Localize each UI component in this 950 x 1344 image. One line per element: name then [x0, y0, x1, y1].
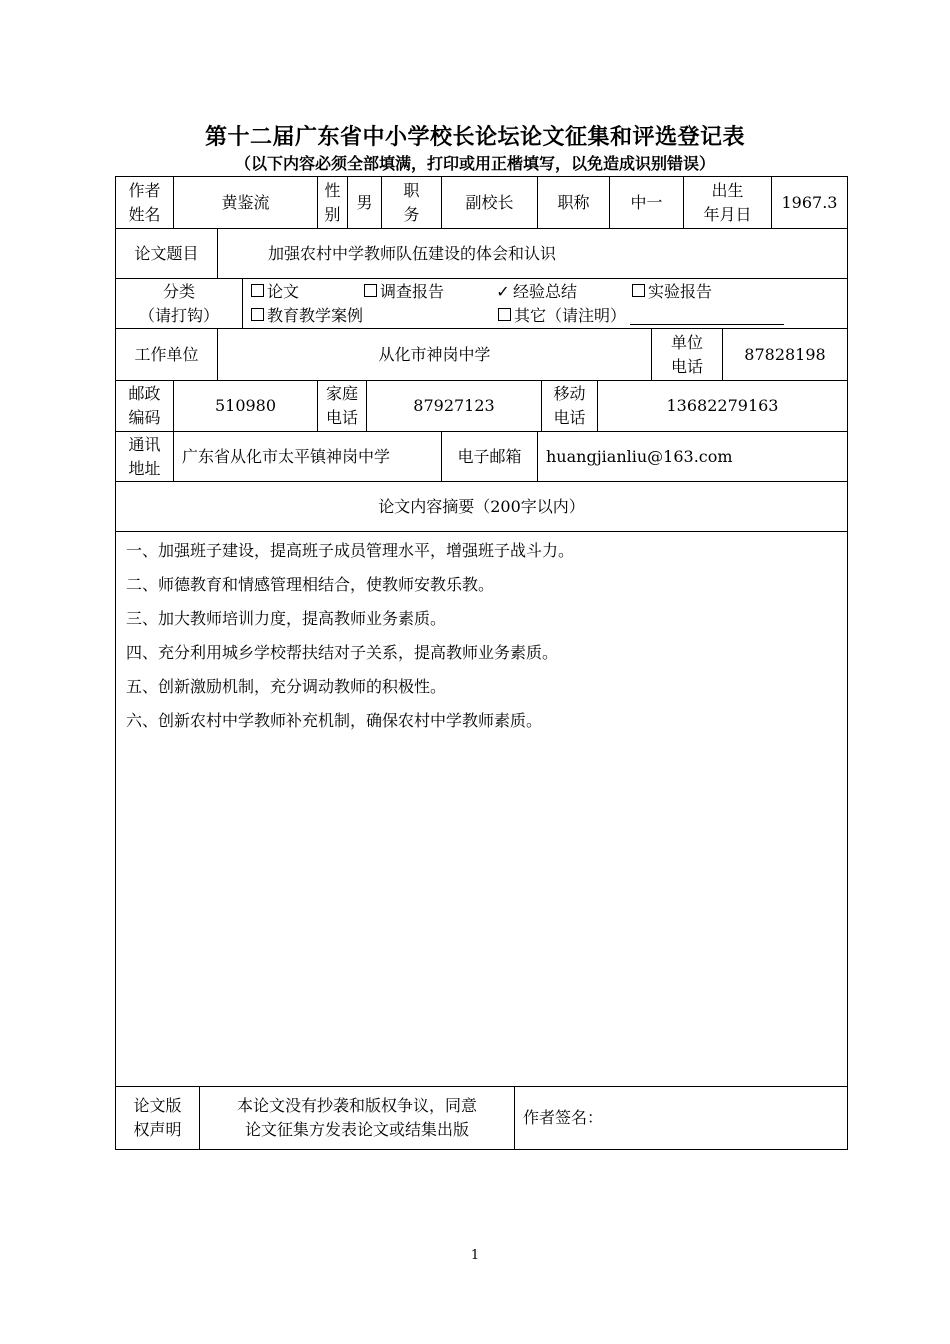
unit-label: 工作单位: [116, 328, 217, 380]
category-label: 分类 （请打钩）: [116, 278, 242, 328]
option-case[interactable]: 教育教学案例: [251, 304, 363, 328]
copyright-label: 论文版 权声明: [116, 1086, 199, 1149]
checkbox-icon: [632, 284, 645, 297]
option-experience[interactable]: ✓ 经验总结: [495, 280, 577, 304]
checkbox-icon: [251, 284, 264, 297]
title-label: 职称: [537, 177, 609, 228]
option-survey[interactable]: 调查报告: [364, 280, 444, 304]
abstract-line: 一、加强班子建设，提高班子成员管理水平，增强班子战斗力。: [126, 541, 575, 560]
email-value: huangjianliu@163.com: [537, 431, 847, 481]
home-phone-value: 87927123: [366, 380, 541, 431]
address-value: 广东省从化市太平镇神岗中学: [173, 431, 441, 481]
unit-phone-label: 单位 电话: [651, 328, 722, 380]
form-title: 第十二届广东省中小学校长论坛论文征集和评选登记表: [204, 125, 745, 150]
title-value: 中一: [609, 177, 683, 228]
abstract-heading: 论文内容摘要（200字以内）: [116, 481, 847, 531]
paper-title-value: 加强农村中学教师队伍建设的体会和认识: [217, 228, 847, 278]
abstract-line: 六、创新农村中学教师补充机制，确保农村中学教师素质。: [126, 711, 543, 730]
abstract-body: [116, 531, 847, 1086]
checkbox-icon: [364, 284, 377, 297]
abstract-line: 三、加大教师培训力度，提高教师业务素质。: [126, 609, 447, 628]
option-paper[interactable]: 论文: [251, 280, 299, 304]
birth-label: 出生 年月日: [683, 177, 771, 228]
unit-phone-value: 87828198: [722, 328, 847, 380]
abstract-line: 五、创新激励机制，充分调动教师的积极性。: [126, 677, 447, 696]
category-options: [242, 278, 847, 328]
address-label: 通讯 地址: [116, 431, 173, 481]
other-specify-line[interactable]: [630, 310, 784, 325]
author-name-value: 黄鉴流: [173, 177, 317, 228]
abstract-line: 二、师德教育和情感管理相结合，使教师安教乐教。: [126, 575, 495, 594]
email-label: 电子邮箱: [441, 431, 537, 481]
unit-value: 从化市神岗中学: [217, 328, 651, 380]
checkbox-icon: [251, 308, 264, 321]
page-number: 1: [470, 1248, 480, 1263]
option-other[interactable]: 其它（请注明）: [498, 304, 784, 328]
abstract-line: 四、充分利用城乡学校帮扶结对子关系，提高教师业务素质。: [126, 643, 559, 662]
author-signature-label: 作者签名：: [514, 1086, 847, 1149]
check-mark-icon: ✓: [496, 282, 510, 301]
post-label: 职 务: [381, 177, 441, 228]
postcode-value: 510980: [173, 380, 317, 431]
mobile-label: 移动 电话: [541, 380, 597, 431]
form-subtitle: （以下内容必须全部填满，打印或用正楷填写，以免造成识别错误）: [234, 154, 715, 173]
postcode-label: 邮政 编码: [116, 380, 173, 431]
gender-label: 性 别: [317, 177, 347, 228]
post-value: 副校长: [441, 177, 537, 228]
author-name-label: 作者 姓名: [128, 180, 161, 224]
option-experiment[interactable]: 实验报告: [632, 280, 712, 304]
checkbox-icon: [498, 308, 511, 321]
gender-value: 男: [347, 177, 381, 228]
registration-form: [115, 176, 848, 1150]
birth-value: 1967.3: [771, 177, 847, 228]
home-phone-label: 家庭 电话: [317, 380, 366, 431]
copyright-statement: 本论文没有抄袭和版权争议，同意 论文征集方发表论文或结集出版: [199, 1086, 514, 1149]
mobile-value: 13682279163: [597, 380, 847, 431]
paper-title-label: 论文题目: [116, 228, 217, 278]
